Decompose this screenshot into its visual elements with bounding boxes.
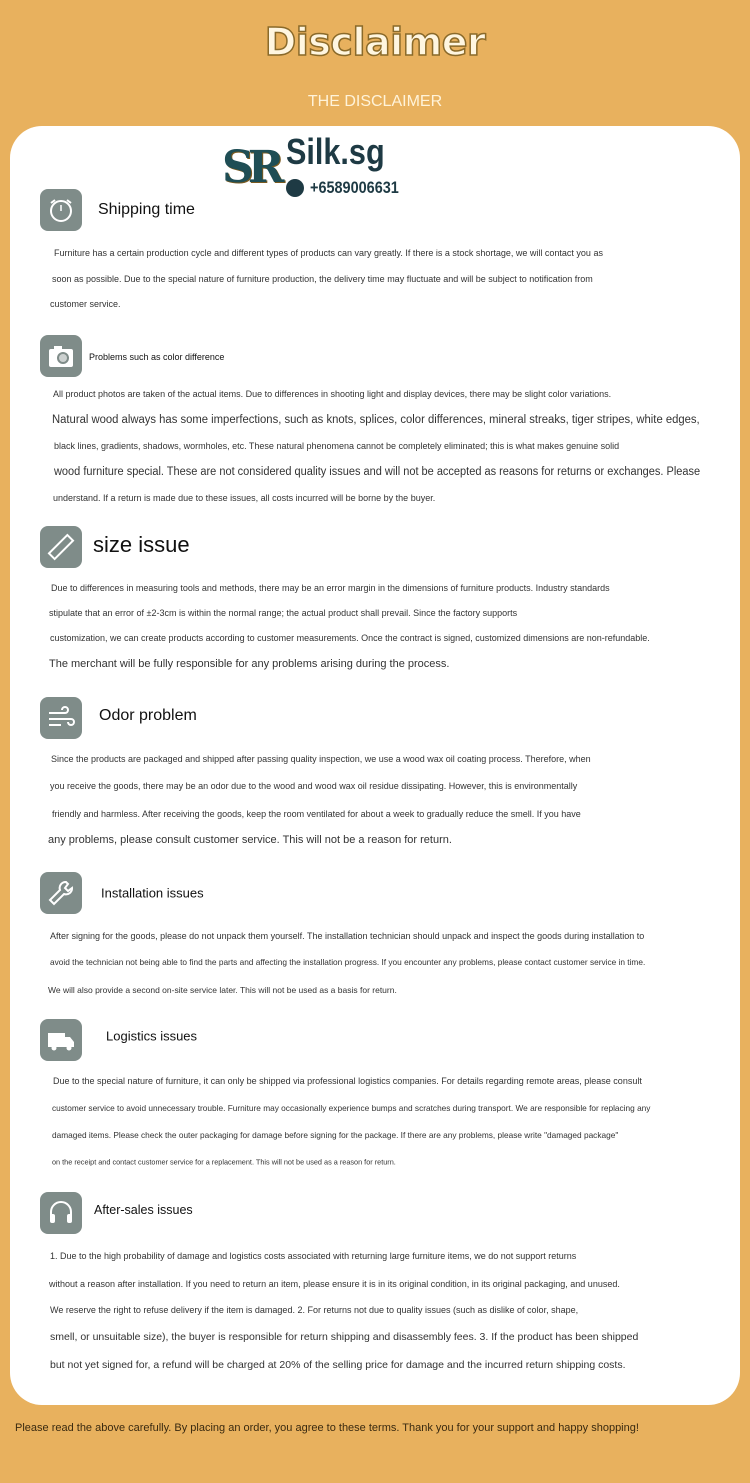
- section-text-line: understand. If a return is made due to these issues, all costs incurred will be borne by the buyer.: [53, 493, 436, 503]
- section-title: After-sales issues: [94, 1203, 193, 1217]
- section-text-line: but not yet signed for, a refund will be charged at 20% of the selling price for damage and the incurred return shipping costs.: [50, 1359, 626, 1371]
- logo-monogram: SR: [222, 142, 279, 193]
- section-title: Installation issues: [101, 885, 204, 901]
- section-text-line: We reserve the right to refuse delivery if the item is damaged. 2. For returns not due to quality issues (such as dislike of color, shape,: [50, 1305, 579, 1315]
- logo-brand: Silk.sg: [286, 131, 385, 172]
- section-text-line: We will also provide a second on-site service later. This will not be used as a basis for return.: [48, 985, 397, 995]
- section-text-line: Due to differences in measuring tools and methods, there may be an error margin in the dimensions of furniture products. Industry standards: [51, 583, 610, 593]
- footer-note: Please read the above carefully. By placing an order, you agree to these terms. Thank you for your support and happy shopping!: [15, 1422, 639, 1434]
- page-title: Disclaimer: [264, 20, 486, 64]
- section-title: size issue: [93, 532, 190, 557]
- wrench-icon: [40, 872, 82, 914]
- whatsapp-icon: [286, 179, 304, 197]
- section-text-line: The merchant will be fully responsible for any problems arising during the process.: [49, 658, 450, 670]
- section-text-line: any problems, please consult customer service. This will not be a reason for return.: [48, 834, 452, 846]
- section-text-line: Natural wood always has some imperfections, such as knots, splices, color differences, mineral streaks, tiger stripes, white edges,: [52, 414, 700, 426]
- headphones-icon: [40, 1192, 82, 1234]
- section-text-line: 1. Due to the high probability of damage and logistics costs associated with returning large furniture items, we do not support returns: [50, 1251, 577, 1261]
- section-text-line: Furniture has a certain production cycle and different types of products can vary greatly. If there is a stock shortage, we will contact you as: [54, 248, 603, 258]
- section-text-line: After signing for the goods, please do not unpack them yourself. The installation technician should unpack and inspect the goods during installation to: [50, 931, 645, 941]
- section-text-line: avoid the technician not being able to find the parts and affecting the installation progress. If you encounter any problems, please contact customer service in time.: [50, 957, 646, 967]
- page-subtitle: THE DISCLAIMER: [307, 93, 443, 110]
- alarm-clock-icon: [40, 189, 82, 231]
- section-text-line: on the receipt and contact customer service for a replacement. This will not be used as a reason for return.: [52, 1157, 396, 1167]
- camera-icon: [40, 335, 82, 377]
- silk-sg-logo: [222, 130, 412, 206]
- section-text-line: All product photos are taken of the actual items. Due to differences in shooting light and display devices, there may be slight color variations.: [53, 389, 612, 399]
- section-title: Problems such as color difference: [89, 352, 225, 362]
- section-text-line: Since the products are packaged and shipped after passing quality inspection, we use a wood wax oil coating process. Therefore, when: [51, 754, 591, 764]
- section-text-line: damaged items. Please check the outer packaging for damage before signing for the package. If there are any problems, please write "damaged package": [52, 1130, 619, 1140]
- section-text-line: Due to the special nature of furniture, it can only be shipped via professional logistics companies. For details regarding remote areas, please consult: [53, 1076, 642, 1086]
- section-text-line: black lines, gradients, shadows, wormholes, etc. These natural phenomena cannot be completely eliminated; this is what makes genuine solid: [54, 441, 620, 451]
- section-text-line: friendly and harmless. After receiving the goods, keep the room ventilated for about a week to gradually reduce the smell. If you have: [52, 809, 581, 819]
- ruler-icon: [40, 526, 82, 568]
- section-text-line: stipulate that an error of ±2-3cm is within the normal range; the actual product shall prevail. Since the factory supports: [49, 608, 518, 618]
- section-title: Logistics issues: [106, 1028, 198, 1044]
- section-text-line: without a reason after installation. If you need to return an item, please ensure it is in its original condition, in its original packaging, and unused.: [49, 1279, 620, 1289]
- truck-icon: [40, 1019, 82, 1061]
- section-title: Shipping time: [98, 201, 195, 218]
- section-title: Odor problem: [99, 707, 197, 724]
- section-text-line: wood furniture special. These are not considered quality issues and will not be accepted as reasons for returns or exchanges. Please: [54, 466, 701, 478]
- section-text-line: you receive the goods, there may be an odor due to the wood and wood wax oil residue dissipating. However, this is environmentally: [50, 781, 578, 791]
- section-text-line: smell, or unsuitable size), the buyer is responsible for return shipping and disassembly fees. 3. If the product has been shipped: [50, 1331, 639, 1343]
- section-text-line: soon as possible. Due to the special nature of furniture production, the delivery time may fluctuate and will be subject to notification from: [52, 274, 593, 284]
- section-text-line: customization, we can create products according to customer measurements. Once the contract is signed, customized dimensions are non-refundable.: [50, 633, 650, 643]
- wind-icon: [40, 697, 82, 739]
- section-text-line: customer service.: [50, 299, 121, 309]
- logo-phone: +6589006631: [310, 178, 399, 197]
- section-text-line: customer service to avoid unnecessary trouble. Furniture may occasionally experience bumps and scratches during transport. We are responsible for replacing any: [52, 1103, 651, 1113]
